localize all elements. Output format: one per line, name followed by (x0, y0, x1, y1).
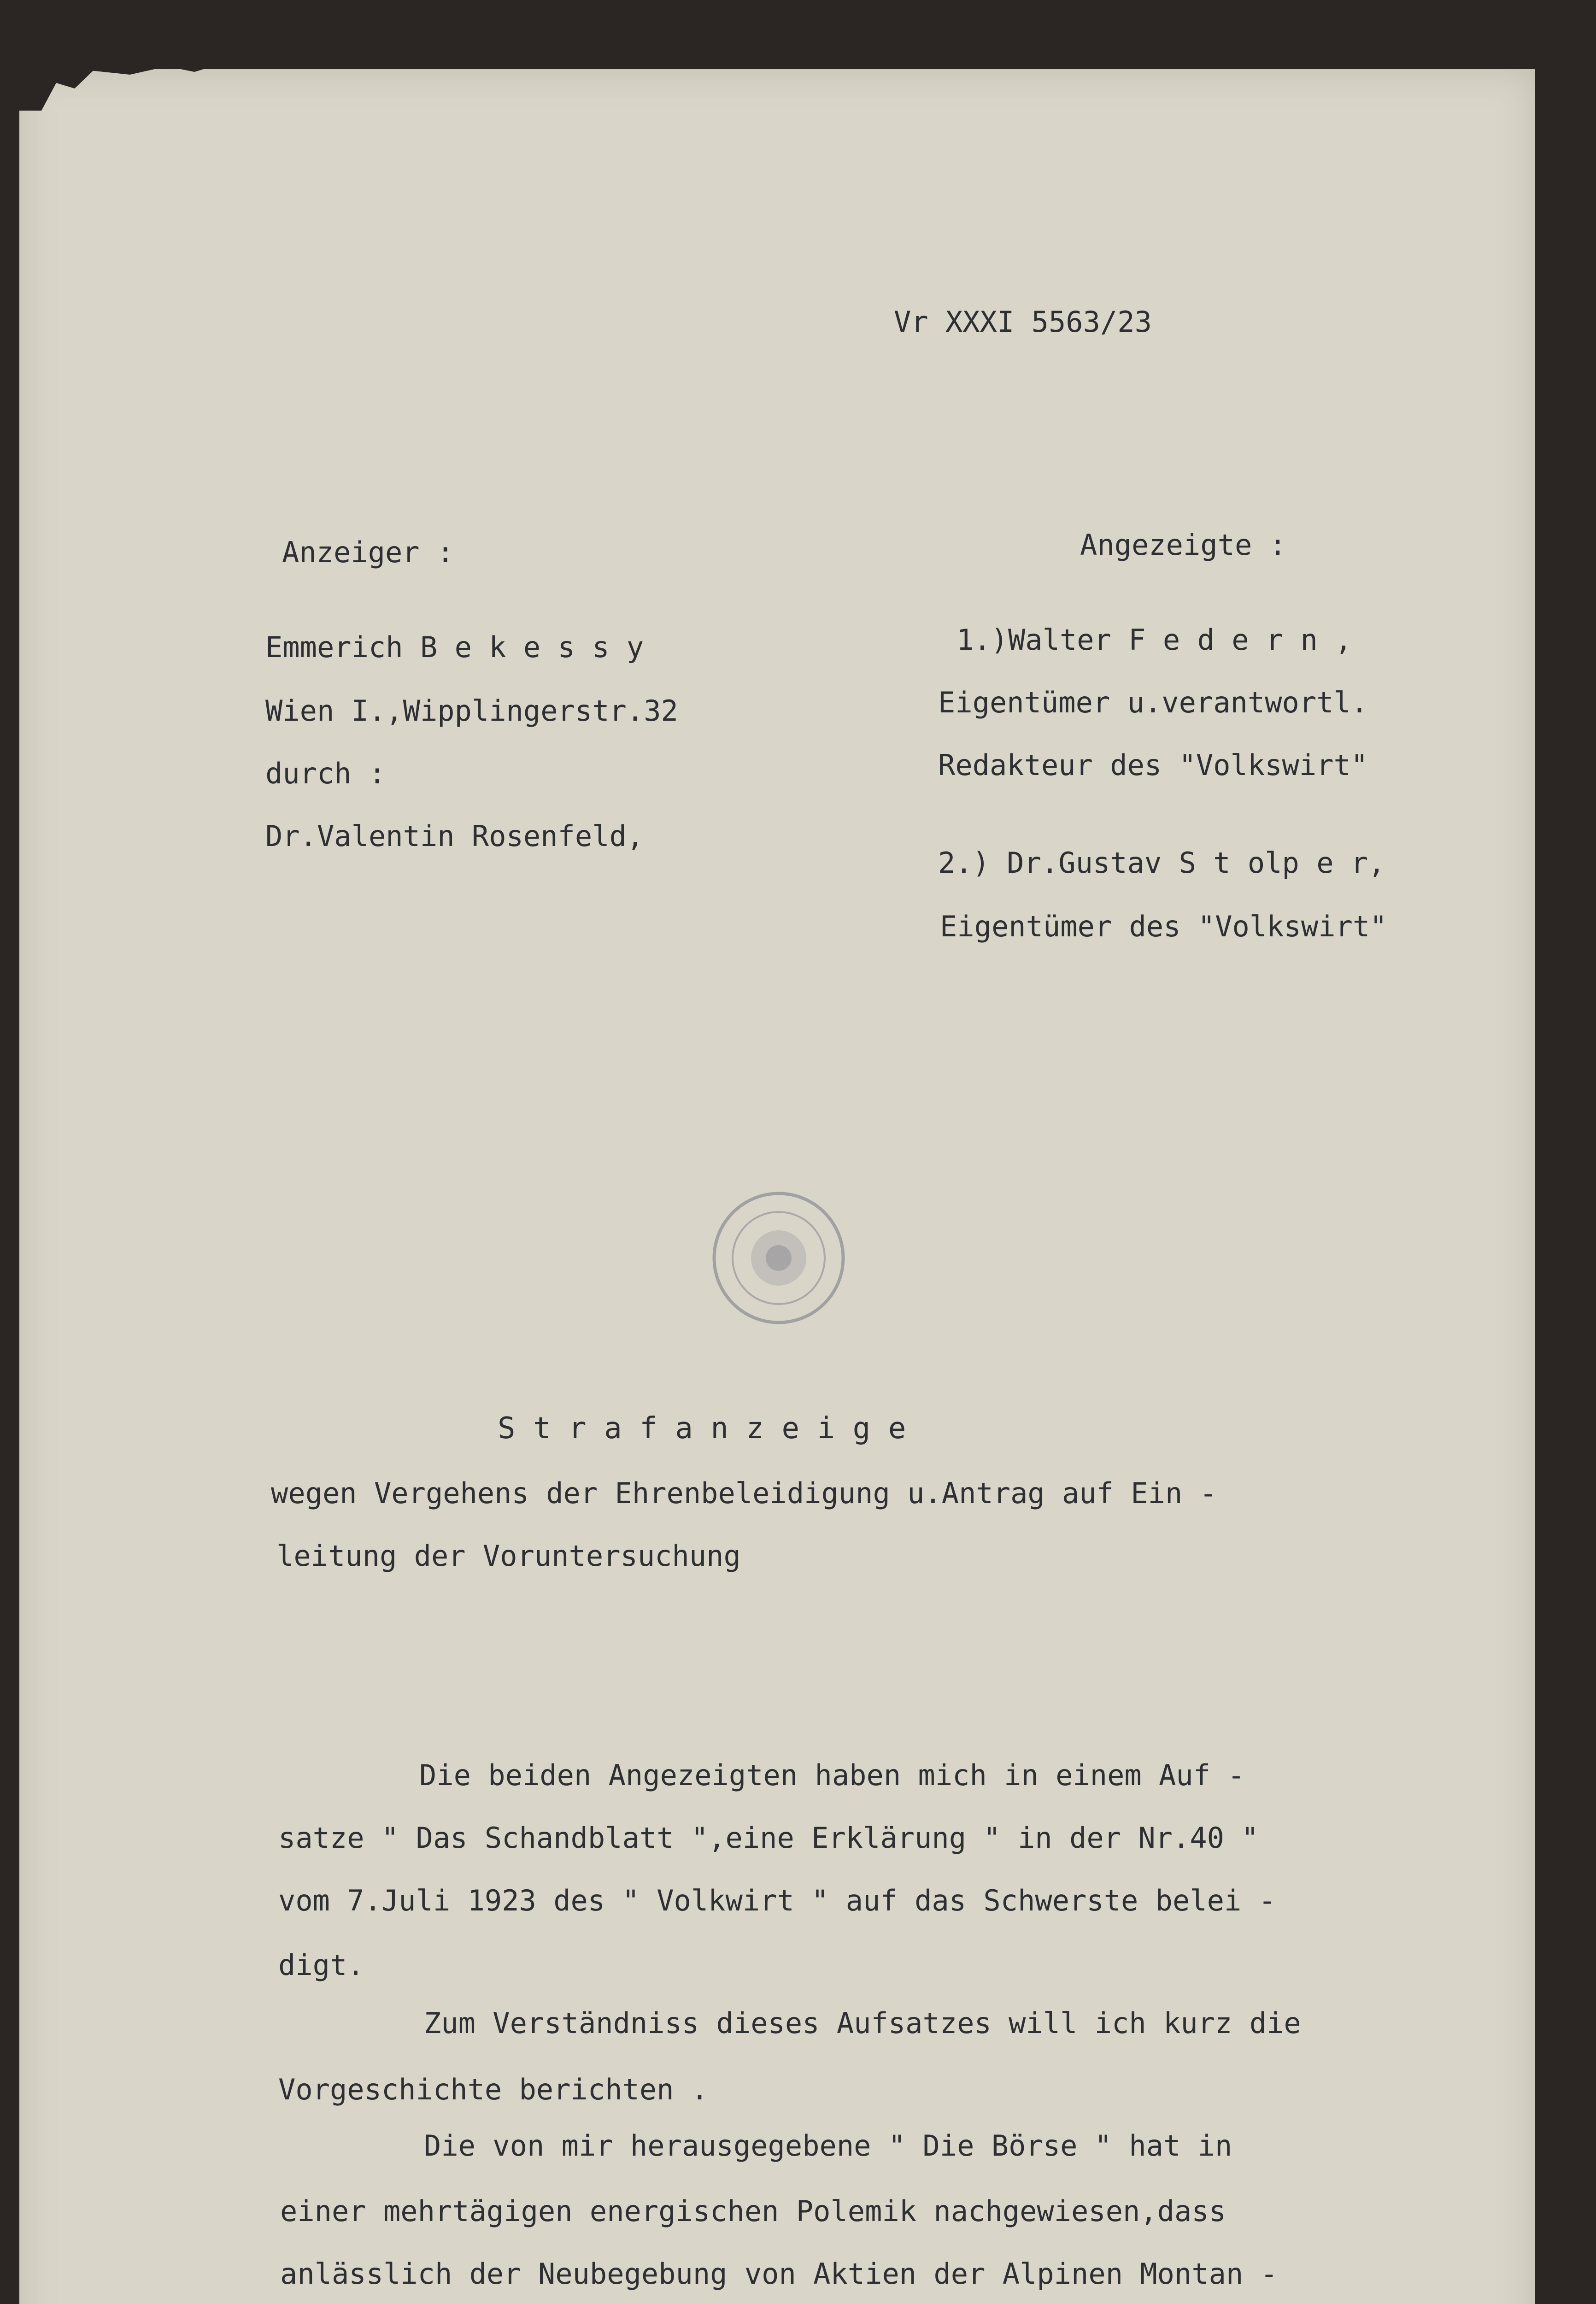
document-page (19, 69, 1535, 2304)
body-line: vom 7.Juli 1923 des " Volkwirt " auf das Schwerste belei - (278, 1884, 1276, 1917)
body-line: Zum Verständniss dieses Aufsatzes will ich kurz die (424, 2006, 1301, 2040)
body-line: Die beiden Angezeigten haben mich in einem Auf - (419, 1758, 1245, 1792)
complainant-line: Dr.Valentin Rosenfeld, (265, 819, 644, 853)
complainant-line: Emmerich B e k e s s y (265, 630, 644, 664)
accused-heading: Angezeigte : (1080, 528, 1286, 562)
complainant-heading: Anzeiger : (282, 535, 454, 569)
document-title: S t r a f a n z e i g e (498, 1411, 906, 1446)
body-line: anlässlich der Neubegebung von Aktien der Alpinen Montan - (280, 2257, 1278, 2291)
accused-line: Eigentümer des "Volkswirt" (940, 910, 1387, 943)
body-line: satze " Das Schandblatt ",eine Erklärung " in der Nr.40 " (278, 1821, 1259, 1855)
complainant-line: durch : (265, 757, 386, 790)
subtitle-line: wegen Vergehens der Ehrenbeleidigung u.Antrag auf Ein - (271, 1476, 1217, 1510)
accused-line: Eigentümer u.verantwortl. (938, 686, 1368, 719)
seal-stamp (710, 1189, 848, 1327)
accused-line: Redakteur des "Volkswirt" (938, 748, 1368, 782)
complainant-line: Wien I.,Wipplingerstr.32 (265, 694, 678, 728)
body-line: Vorgeschichte berichten . (278, 2073, 709, 2106)
file-number: Vr XXXI 5563/23 (894, 305, 1152, 339)
accused-line: 2.) Dr.Gustav S t olp e r, (938, 846, 1385, 880)
accused-line: 1.)Walter F e d e r n , (956, 623, 1352, 657)
body-line: einer mehrtägigen energischen Polemik nachgewiesen,dass (280, 2194, 1226, 2228)
subtitle-line: leitung der Voruntersuchung (276, 1539, 741, 1573)
body-line: digt. (278, 1948, 364, 1982)
body-line: Die von mir herausgegebene " Die Börse " hat in (424, 2129, 1232, 2163)
